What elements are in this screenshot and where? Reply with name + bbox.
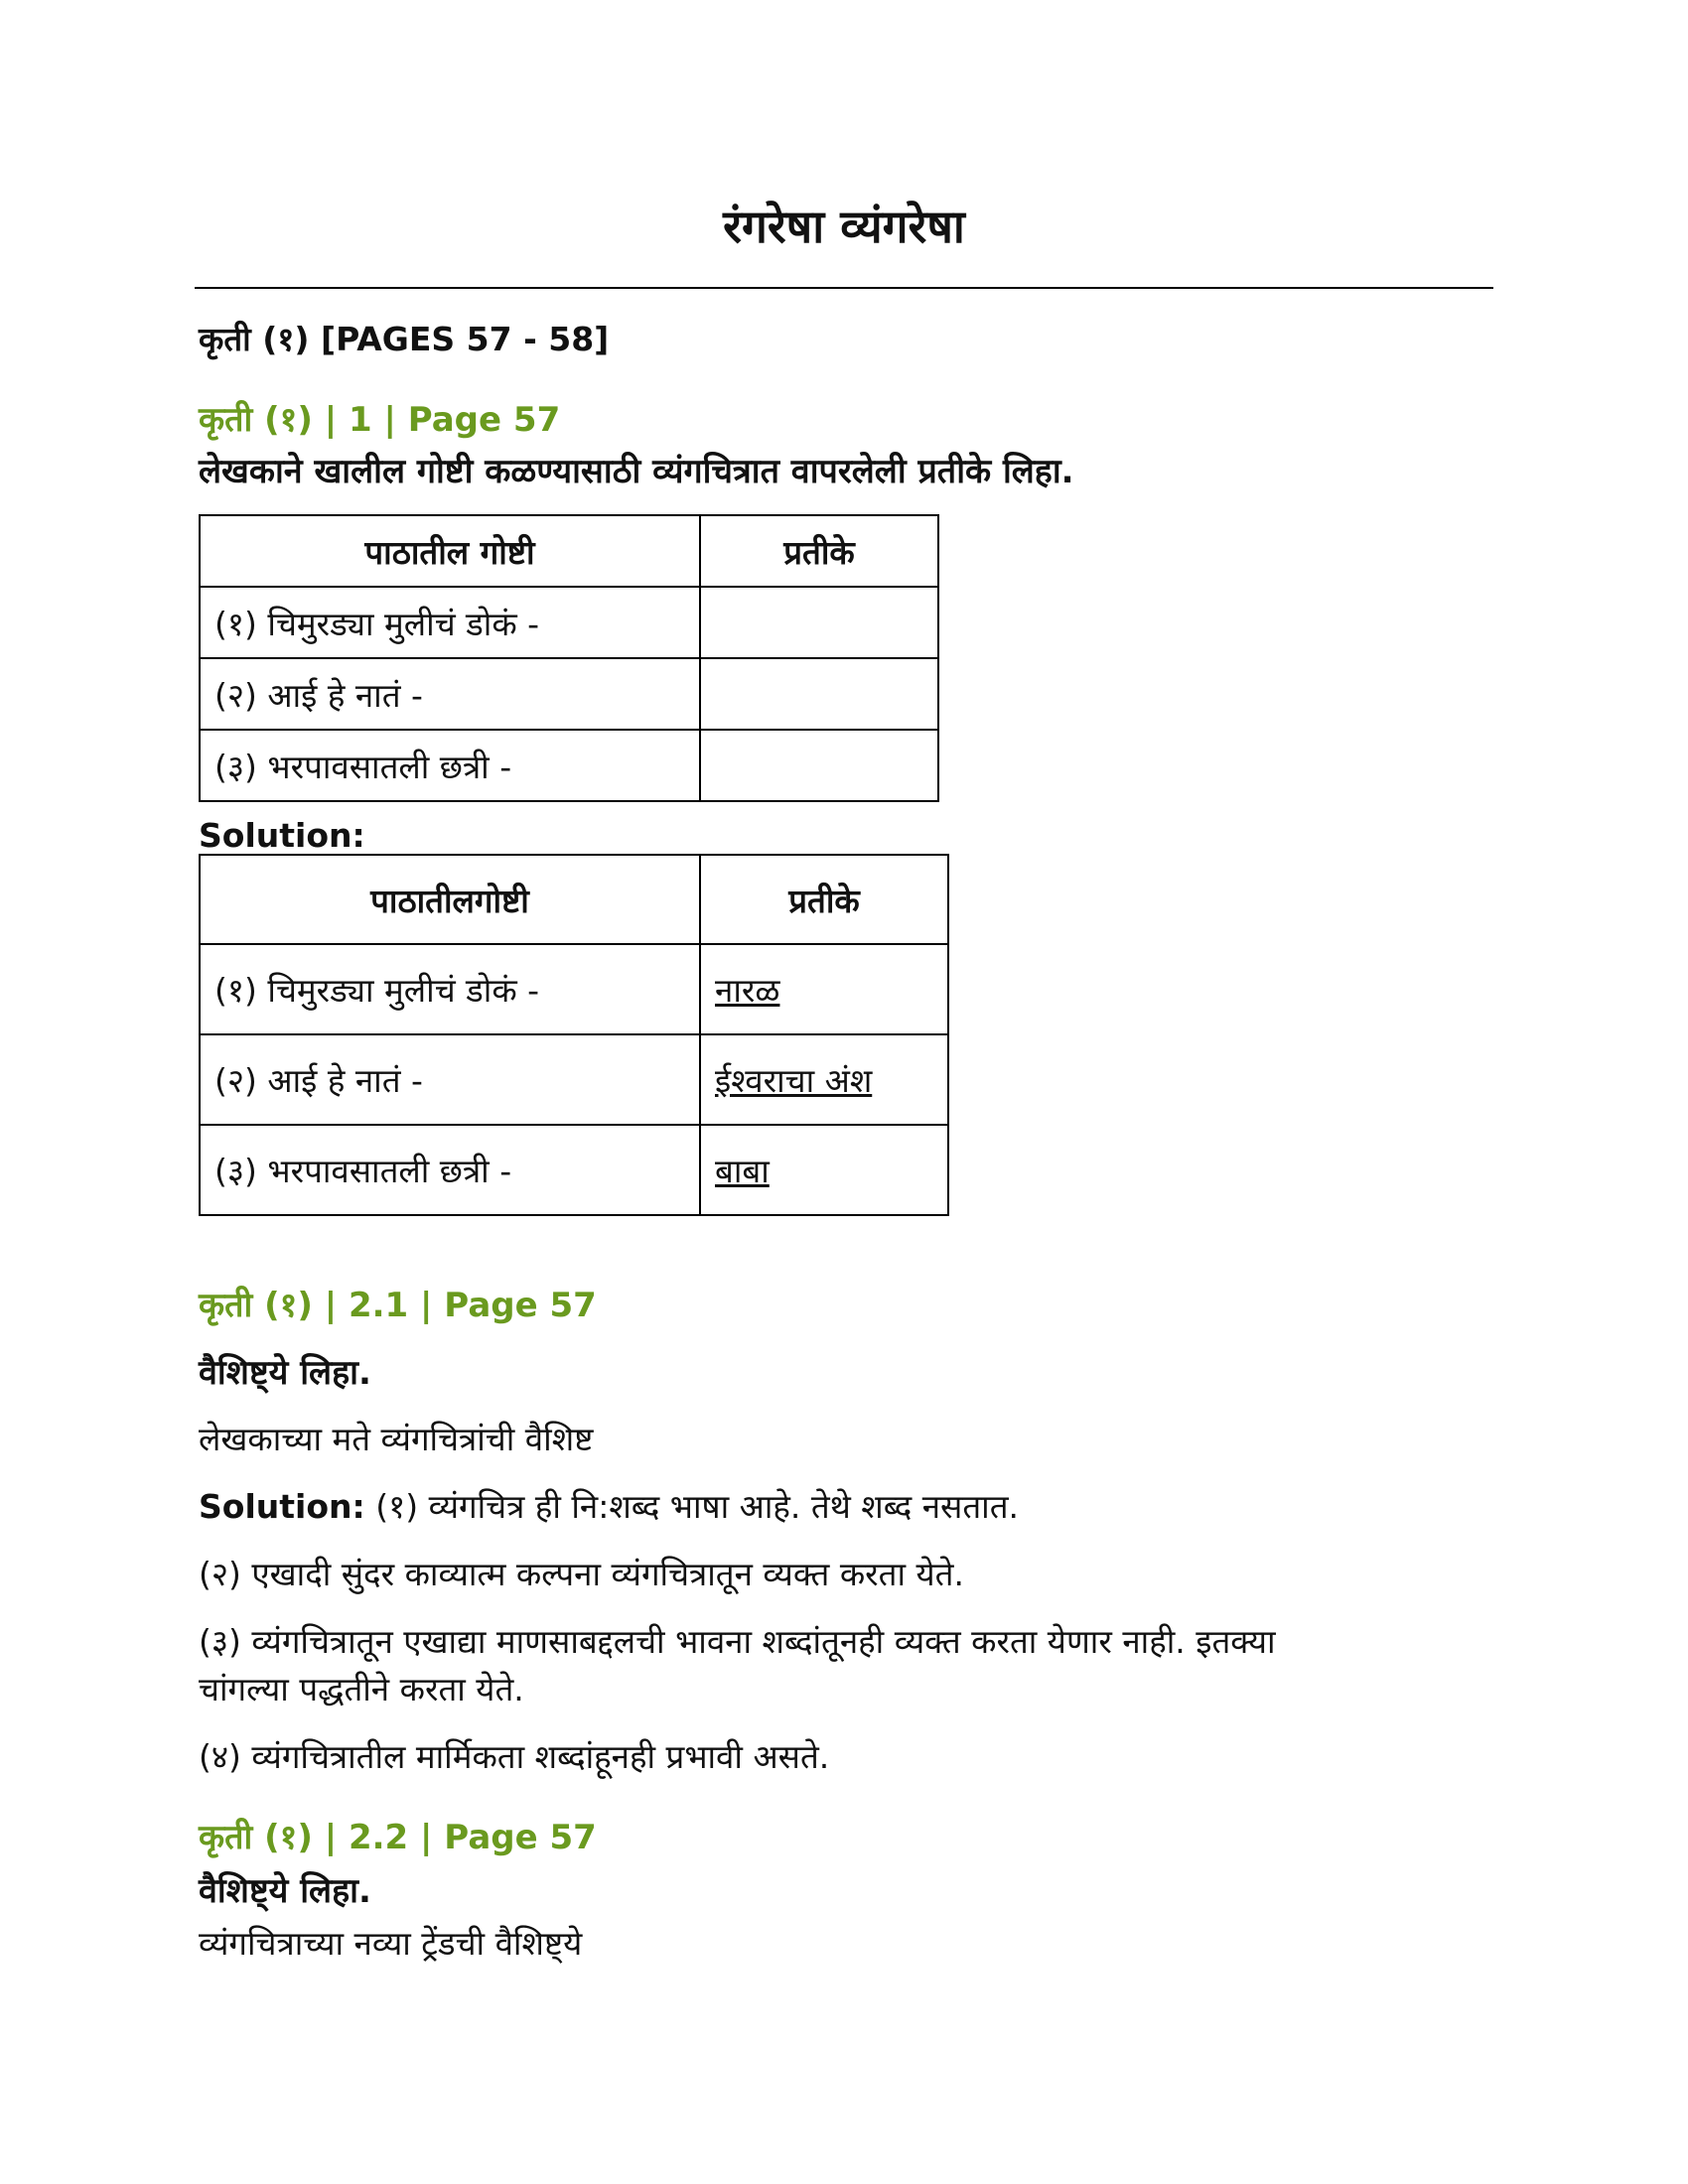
table-cell: (२) आई हे नातं - <box>200 1034 700 1125</box>
question-reference: कृती (१) | 2.1 | Page 57 <box>199 1286 597 1325</box>
question-subtext: व्यंगचित्राच्या नव्या ट्रेंडची वैशिष्ट्ये <box>199 1924 583 1963</box>
answer-line: (२) एखादी सुंदर काव्यात्म कल्पना व्यंगचित्रातून व्यक्त करता येते. <box>199 1555 964 1593</box>
question-reference: कृती (१) | 2.2 | Page 57 <box>199 1818 597 1857</box>
solution-table <box>199 854 949 1216</box>
answer-line <box>199 1483 1019 1528</box>
table-row <box>200 944 948 1034</box>
table-cell: (२) आई हे नातं - <box>200 658 700 730</box>
table-row <box>200 1034 948 1125</box>
title-divider <box>195 287 1493 289</box>
table-header: प्रतीके <box>700 515 938 587</box>
answer-cell <box>700 944 948 1034</box>
table-row <box>200 587 938 658</box>
section-header: कृती (१) [PAGES 57 - 58] <box>199 320 610 358</box>
question-text: लेखकाने खालील गोष्टी कळण्यासाठी व्यंगचित्रात वापरलेली प्रतीके लिहा. <box>199 452 1074 491</box>
question-subtext: लेखकाच्या मते व्यंगचित्रांची वैशिष्ट <box>199 1420 594 1458</box>
empty-answer-cell <box>700 658 938 730</box>
table-cell: (१) चिमुरड्या मुलीचं डोकं - <box>200 944 700 1034</box>
answer-line: (३) व्यंगचित्रातून एखाद्या माणसाबद्दलची भावना शब्दांतूनही व्यक्त करता येणार नाही. इतक्या <box>199 1622 1276 1661</box>
table-cell: (१) चिमुरड्या मुलीचं डोकं - <box>200 587 700 658</box>
question-table <box>199 514 939 802</box>
table-header: पाठातीलगोष्टी <box>200 855 700 944</box>
answer-text: (१) व्यंगचित्र ही नि:शब्द भाषा आहे. तेथे शब्द नसतात. <box>375 1487 1019 1526</box>
answer-text: बाबा <box>715 1152 770 1190</box>
solution-label: Solution: <box>199 816 365 855</box>
question-text: वैशिष्ट्ये लिहा. <box>199 1353 371 1393</box>
table-header: पाठातील गोष्टी <box>200 515 700 587</box>
table-row <box>200 658 938 730</box>
table-cell: (३) भरपावसातली छत्री - <box>200 1125 700 1215</box>
table-row <box>200 730 938 801</box>
answer-text: नारळ <box>715 971 780 1010</box>
question-reference: कृती (१) | 1 | Page 57 <box>199 400 561 440</box>
document-title: रंगरेषा व्यंगरेषा <box>723 200 965 253</box>
empty-answer-cell <box>700 730 938 801</box>
solution-label: Solution: <box>199 1487 365 1526</box>
table-cell: (३) भरपावसातली छत्री - <box>200 730 700 801</box>
answer-cell <box>700 1034 948 1125</box>
table-header: प्रतीके <box>700 855 948 944</box>
table-row <box>200 1125 948 1215</box>
answer-text: ईश्वराचा अंश <box>715 1061 873 1100</box>
answer-cell <box>700 1125 948 1215</box>
answer-line: (४) व्यंगचित्रातील मार्मिकता शब्दांहूनही प्रभावी असते. <box>199 1737 830 1776</box>
question-text: वैशिष्ट्ये लिहा. <box>199 1871 371 1911</box>
answer-line: चांगल्या पद्धतीने करता येते. <box>199 1670 524 1708</box>
empty-answer-cell <box>700 587 938 658</box>
